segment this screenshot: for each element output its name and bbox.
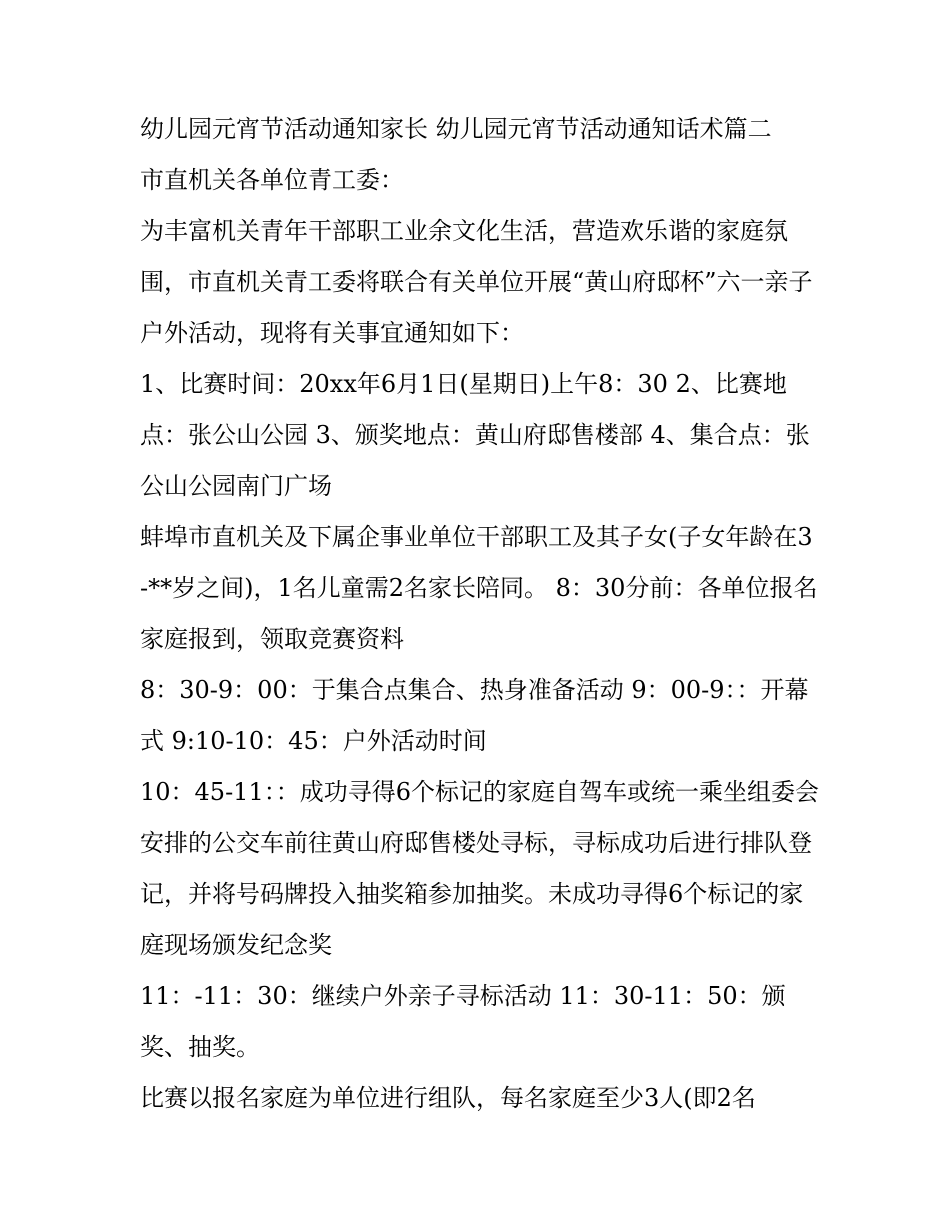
paragraph-intro: 为丰富机关青年干部职工业余文化生活，营造欢乐谐的家庭氛围，市直机关青工委将联合有关单位开展“黄山府邸杯”六一亲子户外活动，现将有关事宜通知如下： <box>140 217 813 347</box>
paragraph-title: 幼儿园元宵节活动通知家长 幼儿园元宵节活动通知话术篇二 <box>140 115 772 143</box>
paragraph-schedule-morning: 8：30-9：00：于集合点集合、热身准备活动 9：00-9：：开幕式 9:10-10：45：户外活动时间 <box>140 676 809 755</box>
paragraph-team-rules: 比赛以报名家庭为单位进行组队，每名家庭至少3人(即2名 <box>140 1084 756 1112</box>
paragraph-schedule-search: 10：45-11：：成功寻得6个标记的家庭自驾车或统一乘坐组委会安排的公交车前往黄山府邸售楼处寻标，寻标成功后进行排队登记，并将号码牌投入抽奖箱参加抽奖。未成功寻得6个标记的家庭现场颁发纪念奖 <box>140 778 819 959</box>
paragraph-salutation: 市直机关各单位青工委： <box>140 166 404 194</box>
paragraph-event-info: 1、比赛时间：20xx年6月1日(星期日)上午8：30 2、比赛地点：张公山公园 3、颁奖地点：黄山府邸售楼部 4、集合点：张公山公园南门广场 <box>140 370 810 500</box>
paragraph-participants: 蚌埠市直机关及下属企事业单位干部职工及其子女(子女年龄在3-**岁之间)，1名儿童需2名家长陪同。 8：30分前：各单位报名家庭报到，领取竞赛资料 <box>140 523 818 653</box>
paragraph-schedule-awards: 11：-11：30：继续户外亲子寻标活动 11：30-11：50：颁奖、抽奖。 <box>140 982 786 1061</box>
document-body <box>140 104 820 1124</box>
